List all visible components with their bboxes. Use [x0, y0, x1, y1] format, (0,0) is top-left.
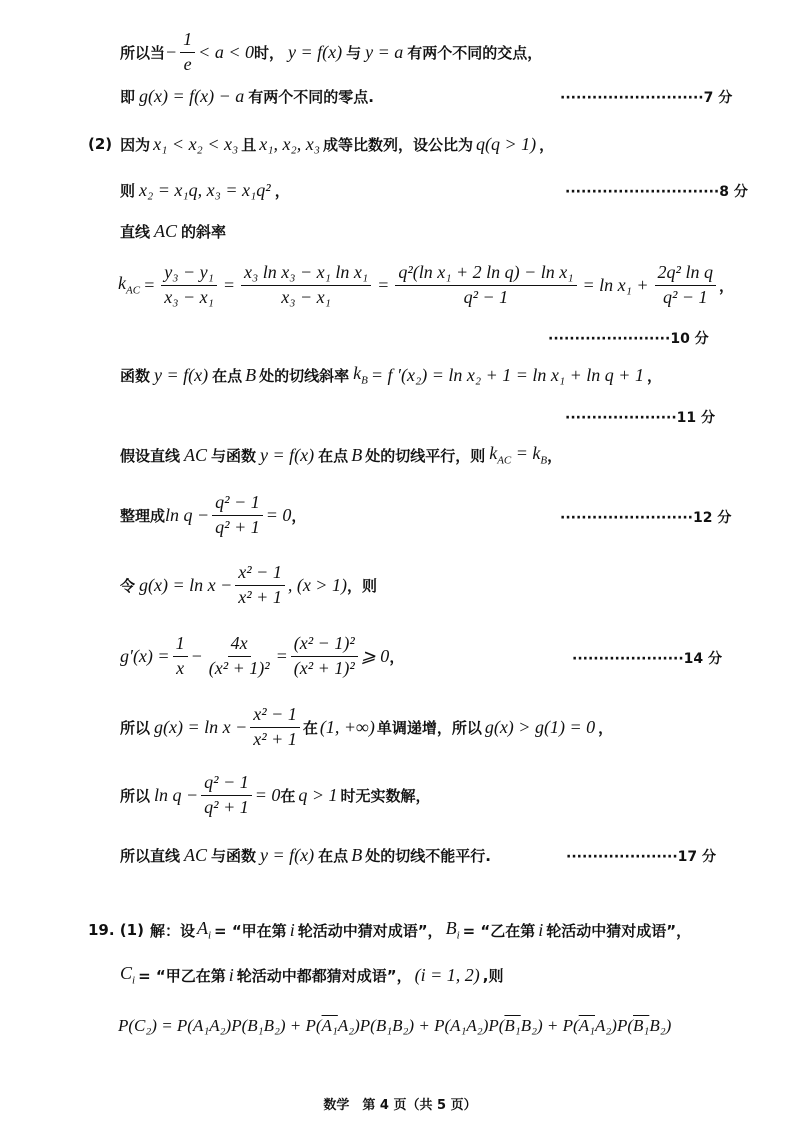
text: ，则 — [346, 576, 377, 595]
fraction — [235, 563, 285, 608]
fraction — [201, 773, 252, 818]
math: B — [351, 844, 363, 865]
fraction-numerator: x² − 1 — [250, 705, 300, 728]
math: A₂)P(B₁B₂) + P(A₁A₂)P( — [337, 1016, 505, 1035]
math: B₂) + P( — [520, 1016, 579, 1035]
subscript: AC — [497, 454, 512, 467]
text: 有两个不同的交点， — [407, 43, 543, 62]
text: ， — [389, 647, 405, 666]
math: B — [245, 364, 257, 385]
text: 在 — [280, 786, 296, 805]
math — [120, 963, 135, 987]
text: 所以 — [120, 786, 151, 805]
text: 整理成 — [120, 506, 166, 525]
text: 的斜率 — [181, 222, 227, 241]
math: q(q > 1) — [476, 133, 537, 154]
text: 时， — [253, 43, 284, 62]
subscript: i — [456, 929, 460, 942]
math: = f ′(x₂) = ln x₂ + 1 = ln x₁ + ln q + 1 — [370, 364, 644, 385]
score-marker: ·······················10 分 — [548, 331, 709, 347]
fraction — [250, 705, 300, 750]
text: 则 — [120, 181, 136, 200]
line-8 — [120, 362, 662, 388]
fraction — [161, 263, 217, 308]
fraction — [395, 263, 576, 308]
page-footer: 数学 第 4 页（共 5 页） — [323, 1098, 477, 1113]
line-16 — [120, 842, 491, 868]
math: g(x) = f(x) − a — [139, 85, 245, 106]
fraction-denominator: q² + 1 — [215, 516, 260, 537]
math — [446, 918, 460, 942]
math-complement: B₁ — [633, 1016, 650, 1035]
math: AC — [184, 844, 208, 865]
math-symbol: k — [118, 273, 126, 294]
fraction — [241, 263, 371, 308]
math: = 0 — [265, 504, 292, 525]
line-11 — [120, 490, 306, 540]
line-3 — [88, 131, 554, 157]
fraction-denominator: (x² + 1)² — [293, 657, 355, 678]
math: < a < 0 — [198, 41, 254, 62]
text: 单调递增，所以 — [376, 718, 482, 737]
text: ， — [718, 276, 734, 295]
text: 所以 — [120, 718, 151, 737]
math-complement: B₁ — [504, 1016, 521, 1035]
math: x₁ < x₂ < x₃ — [153, 133, 239, 154]
score-marker: ···························7 分 — [560, 90, 733, 106]
fraction-denominator: q² − 1 — [463, 286, 509, 307]
text: ， — [274, 181, 290, 200]
line-19 — [118, 1010, 671, 1042]
text: 函数 — [120, 366, 151, 385]
fraction-numerator: q²(ln x₁ + 2 ln q) − ln x₁ — [395, 263, 576, 286]
math: y = f(x) — [154, 364, 209, 385]
math: (i = 1, 2) — [414, 964, 480, 985]
math-symbol: B — [445, 918, 457, 939]
text: 所以当 — [120, 43, 166, 62]
fraction-denominator: q² + 1 — [204, 796, 249, 817]
math: y = a — [365, 41, 404, 62]
math: − — [165, 41, 178, 62]
fraction-denominator: x₃ − x₁ — [281, 286, 331, 307]
math-symbol: A — [196, 918, 208, 939]
text: 在点 — [318, 446, 349, 465]
math — [489, 443, 547, 467]
text: 令 — [120, 576, 136, 595]
math-symbol: k — [489, 443, 498, 464]
math: = 0 — [254, 784, 281, 805]
math-symbol: = k — [515, 443, 541, 464]
text: 所以直线 — [120, 846, 181, 865]
math: B — [351, 444, 363, 465]
math-symbol: k — [353, 363, 362, 384]
text: 有两个不同的零点. — [248, 87, 374, 106]
line-17 — [88, 916, 691, 944]
fraction-denominator: e — [183, 53, 192, 74]
text: = “乙在第 — [462, 921, 536, 940]
line-12 — [120, 560, 377, 610]
math: P(C₂) = P(A₁A₂)P(B₁B₂) + P( — [118, 1016, 322, 1035]
text: 与 — [346, 43, 362, 62]
fraction-numerator: x² − 1 — [235, 563, 285, 586]
text: ， — [646, 366, 662, 385]
math: i — [289, 919, 295, 940]
text: 轮活动中猜对成语”， — [546, 921, 692, 940]
math: (1, +∞) — [319, 716, 375, 737]
fraction-numerator: x₃ ln x₃ − x₁ ln x₁ — [241, 263, 371, 286]
line-10 — [120, 441, 562, 469]
text: 与函数 — [211, 446, 257, 465]
fraction — [173, 634, 188, 679]
math-complement: A₁ — [578, 1016, 595, 1035]
line-2 — [120, 83, 374, 109]
fraction-numerator: 1 — [173, 634, 188, 657]
fraction-numerator: q² − 1 — [201, 773, 252, 796]
math: A₂)P( — [595, 1016, 634, 1035]
equals-sign: = — [222, 274, 236, 295]
fraction-numerator: 2q² ln q — [655, 263, 716, 286]
math: = — [275, 645, 288, 666]
text: = “甲乙在第 — [138, 966, 226, 985]
text: 解：设 — [149, 921, 195, 940]
math — [353, 363, 368, 387]
math: − — [190, 645, 203, 666]
math: g′(x) = — [120, 645, 170, 666]
question-number: (2) — [88, 135, 113, 153]
text: ， — [539, 135, 555, 154]
fraction-denominator: x² + 1 — [238, 586, 282, 607]
math: g(x) = ln x − — [154, 716, 248, 737]
subscript: B — [540, 454, 548, 467]
score-marker: ·························12 分 — [560, 510, 732, 526]
fraction-numerator: y₃ − y₁ — [161, 263, 217, 286]
math: g(x) = ln x − — [139, 574, 233, 595]
text: 成等比数列，设公比为 — [322, 135, 473, 154]
math: B₂) — [649, 1016, 672, 1035]
text: 在点 — [318, 846, 349, 865]
text: 轮活动中都都猜对成语”， — [236, 966, 412, 985]
math: AC — [184, 444, 208, 465]
line-13 — [120, 628, 404, 684]
fraction-numerator: 4x — [228, 634, 251, 657]
subscript: i — [207, 929, 212, 942]
math: x₁, x₂, x₃ — [259, 133, 320, 154]
text: 且 — [241, 135, 257, 154]
fraction-denominator: x — [176, 657, 185, 678]
text: 与函数 — [211, 846, 257, 865]
math: = ln x₁ + — [582, 274, 649, 295]
math: y = f(x) — [260, 444, 315, 465]
fraction — [291, 634, 358, 679]
fraction — [180, 30, 195, 75]
math: , (x > 1) — [287, 574, 347, 595]
equals-sign: = — [377, 274, 390, 295]
score-marker: ·····················11 分 — [565, 410, 716, 426]
text: 轮活动中猜对成语”， — [297, 921, 443, 940]
math: ln q − — [154, 784, 199, 805]
equals-sign: = — [143, 274, 156, 295]
subscript: B — [361, 374, 368, 387]
fraction-numerator: q² − 1 — [212, 493, 263, 516]
math: x₂ = x₁q, x₃ = x₁q² — [139, 179, 271, 200]
text: 在 — [302, 718, 318, 737]
text: ， — [291, 506, 307, 525]
fraction-numerator: (x² − 1)² — [291, 634, 358, 657]
line-1 — [120, 30, 542, 74]
line-14 — [120, 702, 613, 752]
subscript: AC — [126, 284, 141, 297]
text: 直线 — [120, 222, 151, 241]
score-marker: ·····················17 分 — [566, 849, 717, 865]
math: g(x) > g(1) = 0 — [484, 716, 596, 737]
line-18 — [120, 961, 503, 989]
fraction-denominator: x₃ − x₁ — [164, 286, 214, 307]
text: 因为 — [120, 135, 151, 154]
line-5 — [120, 218, 226, 244]
text: 在点 — [212, 366, 243, 385]
math: y = f(x) — [260, 844, 315, 865]
text: 假设直线 — [120, 446, 181, 465]
text: 时无实数解， — [340, 786, 431, 805]
math: i — [538, 919, 544, 940]
text: 处的切线平行，则 — [365, 446, 486, 465]
math-symbol: C — [120, 963, 133, 984]
fraction-denominator: q² − 1 — [662, 286, 708, 307]
fraction-denominator: (x² + 1)² — [208, 657, 270, 678]
text: 处的切线不能平行. — [365, 846, 491, 865]
text: = “甲在第 — [214, 921, 287, 940]
text: ， — [598, 718, 614, 737]
text: 即 — [120, 87, 136, 106]
fraction-numerator: 1 — [180, 30, 195, 53]
fraction — [655, 263, 716, 308]
math — [118, 273, 140, 297]
score-marker: ·····························8 分 — [565, 184, 748, 200]
math: y = f(x) — [287, 41, 343, 62]
question-number: 19. (1) — [88, 921, 144, 939]
math: AC — [154, 220, 178, 241]
math — [197, 918, 211, 942]
text: ,则 — [482, 966, 504, 985]
subscript: i — [132, 974, 136, 987]
math: ln q − — [165, 504, 210, 525]
line-4 — [120, 177, 290, 203]
text: ， — [547, 446, 563, 465]
math-complement: A₁ — [321, 1016, 338, 1035]
text: 处的切线斜率 — [259, 366, 350, 385]
math: ⩾ 0 — [360, 645, 390, 666]
line-15 — [120, 770, 431, 820]
fraction — [206, 634, 273, 679]
score-marker: ·····················14 分 — [572, 651, 723, 667]
math: q > 1 — [298, 784, 338, 805]
fraction-denominator: x² + 1 — [253, 728, 297, 749]
line-6 — [118, 258, 734, 312]
fraction — [212, 493, 263, 538]
math: i — [228, 964, 234, 985]
